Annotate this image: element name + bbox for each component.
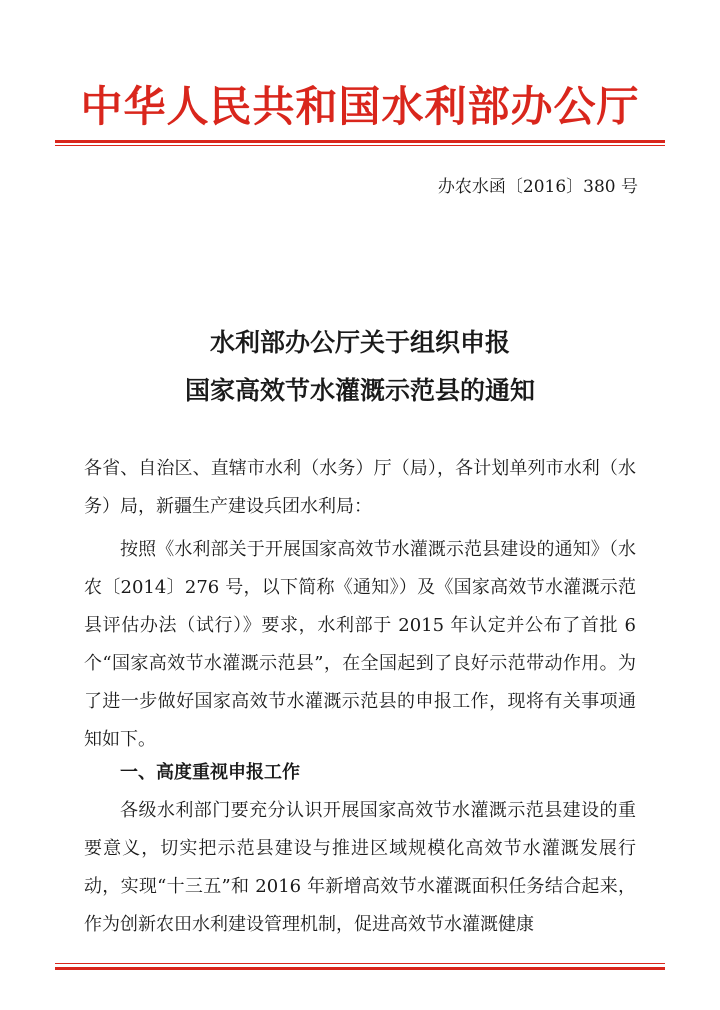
document-title-line-1: 水利部办公厅关于组织申报 (209, 328, 510, 357)
footer-red-rule-thick (55, 967, 665, 970)
addressee-paragraph: 各省、自治区、直辖市水利（水务）厅（局），各计划单列市水利（水务）局，新疆生产建设兵团水利局： (84, 458, 636, 517)
footer-red-rule-thin (55, 963, 665, 964)
document-title-line-2: 国家高效节水灌溉示范县的通知 (184, 376, 535, 405)
section-1-heading: 一、高度重视申报工作 (120, 762, 300, 783)
intro-paragraph: 按照《水利部关于开展国家高效节水灌溉示范县建设的通知》（水农〔2014〕276 号，以下简称《通知》）及《国家高效节水灌溉示范县评估办法（试行）》要求，水利部于 2015 年认定并公布了首批 6 个“国家高效节水灌溉示范县”，在全国起到了良好示范带动作用。为了进一步做好国家高效节水灌溉示范县的申报工作，现将有关事项通知如下。 (84, 539, 636, 750)
document-number: 办农水函〔2016〕380 号 (437, 177, 638, 197)
issuing-office-header: 中华人民共和国水利部办公厅 (80, 82, 640, 131)
section-1-paragraph: 各级水利部门要充分认识开展国家高效节水灌溉示范县建设的重要意义，切实把示范县建设与推进区域规模化高效节水灌溉发展行动，实现“十三五”和 2016 年新增高效节水灌溉面积任务结合起来，作为创新农田水利建设管理机制，促进高效节水灌溉健康 (84, 800, 636, 935)
header-red-rule-thin (55, 145, 665, 146)
header-red-rule-thick (55, 140, 665, 143)
